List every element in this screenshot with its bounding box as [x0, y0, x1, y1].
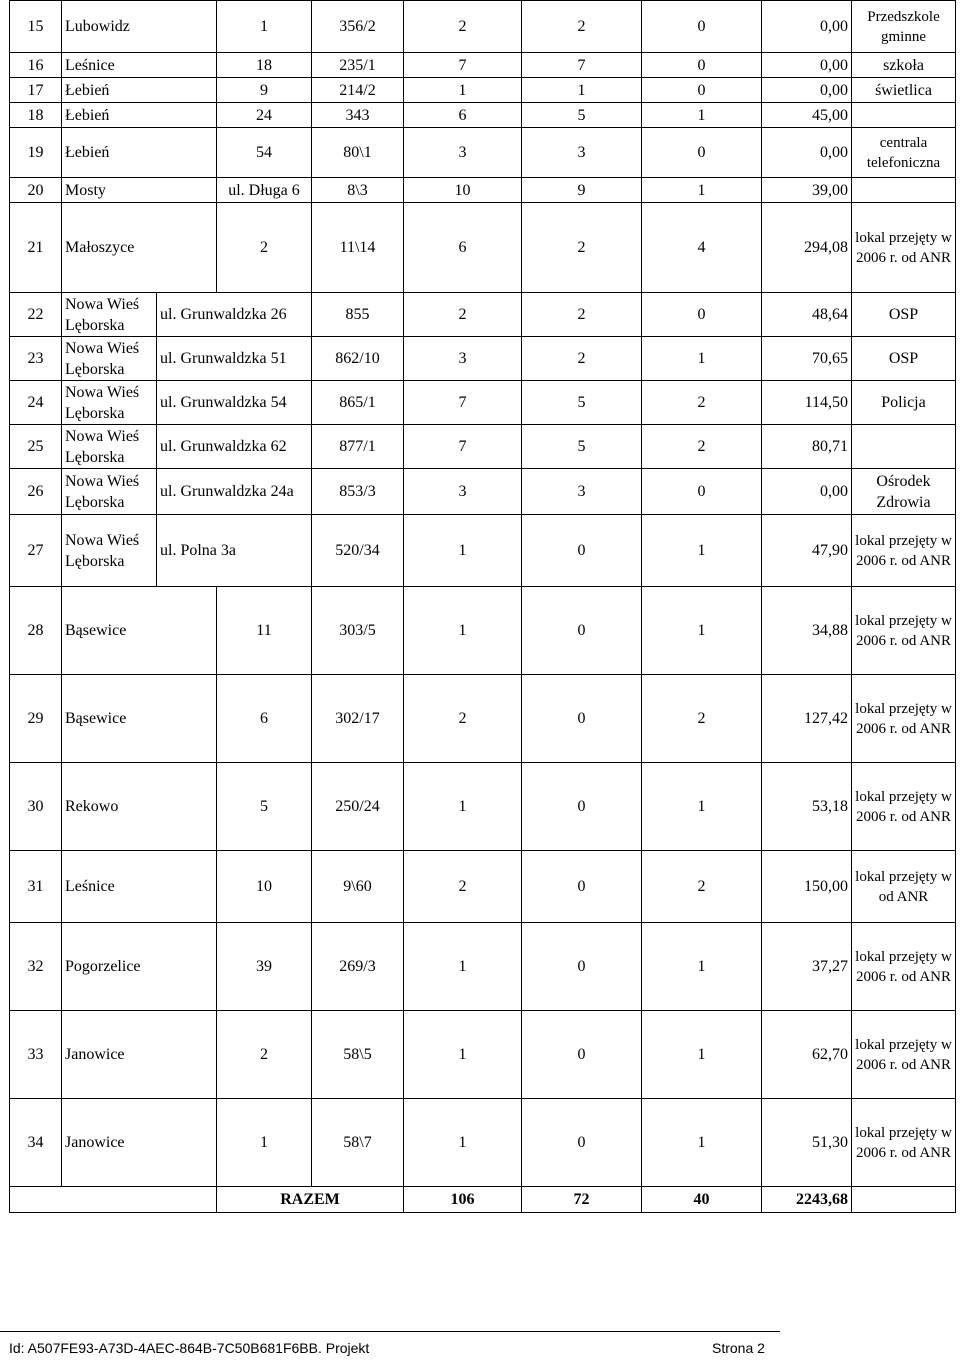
- area-value: 80,71: [762, 425, 852, 469]
- place-name: Nowa Wieś Lęborska: [62, 337, 157, 381]
- area-value: 39,00: [762, 178, 852, 203]
- count-b: 1: [642, 337, 762, 381]
- remarks: świetlica: [852, 78, 956, 103]
- place-name: Mosty: [62, 178, 217, 203]
- plot-number: 877/1: [312, 425, 404, 469]
- remarks: lokal przejęty w 2006 r. od ANR: [852, 1099, 956, 1187]
- count-total: 1: [404, 1011, 522, 1099]
- count-b: 2: [642, 851, 762, 923]
- count-a: 0: [522, 515, 642, 587]
- count-b: 1: [642, 103, 762, 128]
- row-number: 17: [10, 78, 62, 103]
- table-row: [10, 675, 956, 763]
- remarks: lokal przejęty w 2006 r. od ANR: [852, 203, 956, 293]
- plot-number: 235/1: [312, 53, 404, 78]
- place-name: Nowa Wieś Lęborska: [62, 469, 157, 515]
- row-number: 23: [10, 337, 62, 381]
- house-number: 6: [217, 675, 312, 763]
- street-address: ul. Grunwaldzka 26: [157, 293, 312, 337]
- table-row: [10, 381, 956, 425]
- area-value: 294,08: [762, 203, 852, 293]
- area-value: 48,64: [762, 293, 852, 337]
- total-area: 2243,68: [762, 1187, 852, 1213]
- house-number: 24: [217, 103, 312, 128]
- plot-number: 520/34: [312, 515, 404, 587]
- total-label: RAZEM: [217, 1187, 404, 1213]
- table-body: [10, 1, 956, 1213]
- area-value: 0,00: [762, 78, 852, 103]
- count-b: 0: [642, 469, 762, 515]
- row-number: 29: [10, 675, 62, 763]
- place-name: Janowice: [62, 1011, 217, 1099]
- total-spacer: [10, 1187, 217, 1213]
- plot-number: 214/2: [312, 78, 404, 103]
- count-total: 1: [404, 1099, 522, 1187]
- house-number: 39: [217, 923, 312, 1011]
- place-name: Rekowo: [62, 763, 217, 851]
- count-b: 1: [642, 1011, 762, 1099]
- count-b: 4: [642, 203, 762, 293]
- count-a: 0: [522, 1011, 642, 1099]
- count-a: 0: [522, 1099, 642, 1187]
- count-a: 2: [522, 1, 642, 53]
- count-total: 1: [404, 923, 522, 1011]
- row-number: 25: [10, 425, 62, 469]
- area-value: 127,42: [762, 675, 852, 763]
- count-total: 3: [404, 469, 522, 515]
- count-total: 2: [404, 851, 522, 923]
- area-value: 51,30: [762, 1099, 852, 1187]
- count-b: 0: [642, 78, 762, 103]
- area-value: 0,00: [762, 128, 852, 178]
- street-address: ul. Grunwaldzka 62: [157, 425, 312, 469]
- count-a: 0: [522, 763, 642, 851]
- street-address: ul. Grunwaldzka 54: [157, 381, 312, 425]
- area-value: 150,00: [762, 851, 852, 923]
- count-a: 0: [522, 851, 642, 923]
- row-number: 22: [10, 293, 62, 337]
- place-name: Nowa Wieś Lęborska: [62, 425, 157, 469]
- plot-number: 356/2: [312, 1, 404, 53]
- plot-number: 9\60: [312, 851, 404, 923]
- row-number: 33: [10, 1011, 62, 1099]
- place-name: Pogorzelice: [62, 923, 217, 1011]
- row-number: 27: [10, 515, 62, 587]
- remarks: lokal przejęty w 2006 r. od ANR: [852, 763, 956, 851]
- remarks: Ośrodek Zdrowia: [852, 469, 956, 515]
- place-name: Leśnice: [62, 53, 217, 78]
- house-number: 9: [217, 78, 312, 103]
- house-number: ul. Długa 6: [217, 178, 312, 203]
- count-total: 1: [404, 763, 522, 851]
- area-value: 53,18: [762, 763, 852, 851]
- house-number: 18: [217, 53, 312, 78]
- table-row: [10, 851, 956, 923]
- house-number: 2: [217, 203, 312, 293]
- plot-number: 862/10: [312, 337, 404, 381]
- count-a: 1: [522, 78, 642, 103]
- count-total: 7: [404, 425, 522, 469]
- table-row: [10, 203, 956, 293]
- row-number: 32: [10, 923, 62, 1011]
- area-value: 47,90: [762, 515, 852, 587]
- table-row: [10, 1011, 956, 1099]
- table-row: [10, 923, 956, 1011]
- table-row: [10, 293, 956, 337]
- count-b: 0: [642, 1, 762, 53]
- house-number: 1: [217, 1, 312, 53]
- total-count-b: 40: [642, 1187, 762, 1213]
- remarks: lokal przejęty w od ANR: [852, 851, 956, 923]
- plot-number: 11\14: [312, 203, 404, 293]
- area-value: 114,50: [762, 381, 852, 425]
- count-b: 0: [642, 53, 762, 78]
- table-row: [10, 587, 956, 675]
- count-a: 9: [522, 178, 642, 203]
- house-number: 11: [217, 587, 312, 675]
- total-count-a: 72: [522, 1187, 642, 1213]
- remarks: szkoła: [852, 53, 956, 78]
- remarks: centrala telefoniczna: [852, 128, 956, 178]
- total-count: 106: [404, 1187, 522, 1213]
- house-number: 5: [217, 763, 312, 851]
- count-b: 2: [642, 675, 762, 763]
- row-number: 24: [10, 381, 62, 425]
- place-name: Janowice: [62, 1099, 217, 1187]
- count-total: 7: [404, 381, 522, 425]
- place-name: Nowa Wieś Lęborska: [62, 381, 157, 425]
- count-a: 5: [522, 425, 642, 469]
- row-number: 18: [10, 103, 62, 128]
- plot-number: 80\1: [312, 128, 404, 178]
- remarks: OSP: [852, 293, 956, 337]
- table-row: [10, 425, 956, 469]
- table-row: [10, 103, 956, 128]
- count-total: 10: [404, 178, 522, 203]
- remarks: [852, 103, 956, 128]
- row-number: 20: [10, 178, 62, 203]
- count-a: 0: [522, 587, 642, 675]
- remarks: lokal przejęty w 2006 r. od ANR: [852, 923, 956, 1011]
- remarks: lokal przejęty w 2006 r. od ANR: [852, 587, 956, 675]
- street-address: ul. Grunwaldzka 51: [157, 337, 312, 381]
- count-b: 1: [642, 923, 762, 1011]
- plot-number: 853/3: [312, 469, 404, 515]
- remarks: Przedszkole gminne: [852, 1, 956, 53]
- table-row: [10, 1, 956, 53]
- area-value: 70,65: [762, 337, 852, 381]
- place-name: Lubowidz: [62, 1, 217, 53]
- area-value: 0,00: [762, 53, 852, 78]
- place-name: Małoszyce: [62, 203, 217, 293]
- place-name: Łebień: [62, 78, 217, 103]
- count-a: 5: [522, 103, 642, 128]
- count-total: 2: [404, 675, 522, 763]
- remarks: [852, 178, 956, 203]
- plot-number: 269/3: [312, 923, 404, 1011]
- count-total: 6: [404, 203, 522, 293]
- count-a: 7: [522, 53, 642, 78]
- count-b: 1: [642, 178, 762, 203]
- count-b: 0: [642, 293, 762, 337]
- place-name: Łebień: [62, 103, 217, 128]
- row-number: 26: [10, 469, 62, 515]
- count-b: 2: [642, 425, 762, 469]
- plot-number: 250/24: [312, 763, 404, 851]
- document-id: Id: A507FE93-A73D-4AEC-864B-7C50B681F6BB. Projekt: [9, 1340, 370, 1356]
- remarks: lokal przejęty w 2006 r. od ANR: [852, 515, 956, 587]
- house-number: 1: [217, 1099, 312, 1187]
- count-total: 7: [404, 53, 522, 78]
- table-row: [10, 763, 956, 851]
- count-a: 3: [522, 128, 642, 178]
- table-row: [10, 515, 956, 587]
- place-name: Nowa Wieś Lęborska: [62, 293, 157, 337]
- remarks: OSP: [852, 337, 956, 381]
- place-name: Bąsewice: [62, 675, 217, 763]
- total-row: [10, 1187, 956, 1213]
- remarks: [852, 425, 956, 469]
- plot-number: 302/17: [312, 675, 404, 763]
- count-total: 6: [404, 103, 522, 128]
- row-number: 21: [10, 203, 62, 293]
- count-a: 2: [522, 203, 642, 293]
- count-total: 1: [404, 515, 522, 587]
- count-a: 3: [522, 469, 642, 515]
- count-total: 3: [404, 337, 522, 381]
- property-table: [9, 0, 956, 1213]
- area-value: 0,00: [762, 1, 852, 53]
- count-b: 0: [642, 128, 762, 178]
- count-b: 1: [642, 763, 762, 851]
- plot-number: 855: [312, 293, 404, 337]
- place-name: Łebień: [62, 128, 217, 178]
- plot-number: 8\3: [312, 178, 404, 203]
- page-number: Strona 2: [712, 1340, 765, 1356]
- area-value: 37,27: [762, 923, 852, 1011]
- table-row: [10, 53, 956, 78]
- row-number: 19: [10, 128, 62, 178]
- row-number: 34: [10, 1099, 62, 1187]
- remarks: lokal przejęty w 2006 r. od ANR: [852, 1011, 956, 1099]
- plot-number: 343: [312, 103, 404, 128]
- place-name: Leśnice: [62, 851, 217, 923]
- table-row: [10, 78, 956, 103]
- table-row: [10, 1099, 956, 1187]
- house-number: 10: [217, 851, 312, 923]
- row-number: 15: [10, 1, 62, 53]
- table-row: [10, 128, 956, 178]
- table-row: [10, 337, 956, 381]
- area-value: 0,00: [762, 469, 852, 515]
- count-b: 1: [642, 1099, 762, 1187]
- row-number: 31: [10, 851, 62, 923]
- count-total: 2: [404, 293, 522, 337]
- plot-number: 303/5: [312, 587, 404, 675]
- total-remarks: [852, 1187, 956, 1213]
- count-b: 1: [642, 587, 762, 675]
- count-total: 1: [404, 78, 522, 103]
- count-a: 5: [522, 381, 642, 425]
- house-number: 54: [217, 128, 312, 178]
- place-name: Nowa Wieś Lęborska: [62, 515, 157, 587]
- count-b: 1: [642, 515, 762, 587]
- count-a: 2: [522, 337, 642, 381]
- row-number: 16: [10, 53, 62, 78]
- count-a: 0: [522, 675, 642, 763]
- place-name: Bąsewice: [62, 587, 217, 675]
- count-b: 2: [642, 381, 762, 425]
- count-a: 0: [522, 923, 642, 1011]
- footer-divider: [0, 1331, 780, 1332]
- area-value: 45,00: [762, 103, 852, 128]
- remarks: lokal przejęty w 2006 r. od ANR: [852, 675, 956, 763]
- street-address: ul. Polna 3a: [157, 515, 312, 587]
- street-address: ul. Grunwaldzka 24a: [157, 469, 312, 515]
- count-total: 3: [404, 128, 522, 178]
- plot-number: 58\5: [312, 1011, 404, 1099]
- area-value: 34,88: [762, 587, 852, 675]
- plot-number: 865/1: [312, 381, 404, 425]
- count-total: 1: [404, 587, 522, 675]
- count-total: 2: [404, 1, 522, 53]
- table-row: [10, 178, 956, 203]
- area-value: 62,70: [762, 1011, 852, 1099]
- row-number: 28: [10, 587, 62, 675]
- house-number: 2: [217, 1011, 312, 1099]
- table-row: [10, 469, 956, 515]
- count-a: 2: [522, 293, 642, 337]
- row-number: 30: [10, 763, 62, 851]
- remarks: Policja: [852, 381, 956, 425]
- plot-number: 58\7: [312, 1099, 404, 1187]
